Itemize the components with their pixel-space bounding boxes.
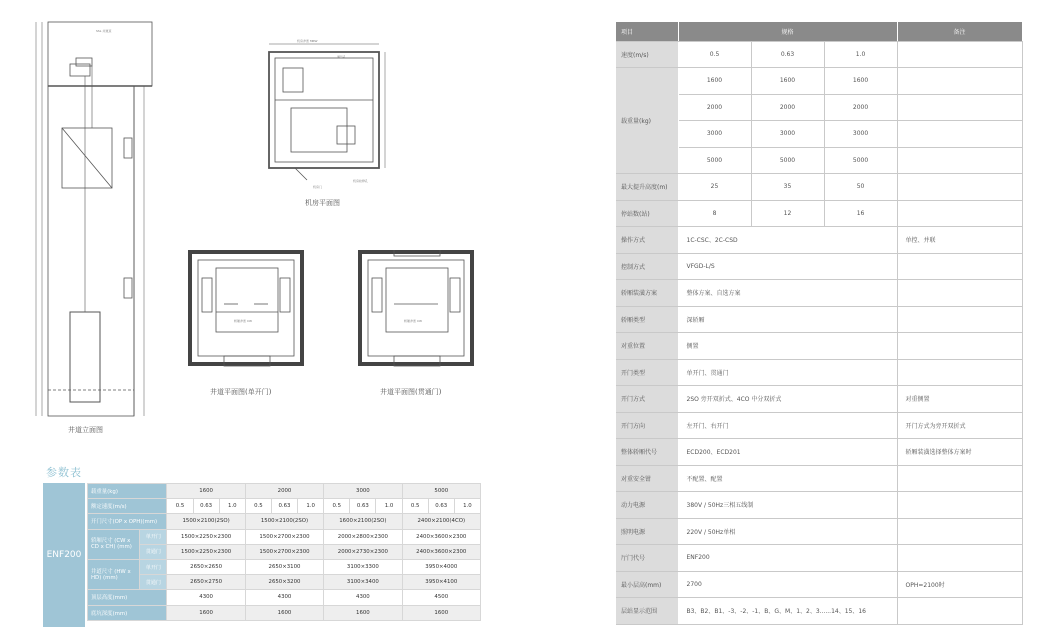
- params-cell: 1500×2700×2300: [245, 544, 323, 559]
- params-row-label: 额定速度(m/s): [88, 499, 167, 514]
- params-cell: 1600: [245, 605, 323, 620]
- spec-remark: [897, 492, 1022, 519]
- spec-header-item: 项目: [616, 22, 678, 42]
- params-cell: 1500×2700×2300: [245, 529, 323, 544]
- spec-value: 25: [678, 174, 751, 201]
- params-cell: 1.0: [454, 499, 480, 514]
- spec-value: 5000: [678, 147, 751, 174]
- spec-value: 50: [824, 174, 897, 201]
- spec-item: 对重安全钳: [616, 465, 678, 492]
- machine-room-caption: 机房平面图: [305, 199, 340, 207]
- params-cell: 1.0: [219, 499, 245, 514]
- params-row-label: 载重量(kg): [88, 484, 167, 499]
- spec-value: VFGD-L/S: [678, 253, 897, 280]
- elevation-caption: 井道立面图: [68, 426, 103, 434]
- spec-row: [616, 333, 1022, 360]
- params-cell: 0.5: [324, 499, 350, 514]
- params-row-label: 底坑深度(mm): [88, 605, 167, 620]
- single-door-plan: [188, 250, 306, 380]
- spec-row: [616, 518, 1022, 545]
- params-cell: 2400×3600×2300: [402, 529, 480, 544]
- spec-item: 对重位置: [616, 333, 678, 360]
- spec-item: 速度(m/s): [616, 42, 678, 68]
- spec-row: [616, 68, 1022, 95]
- spec-value: 深轿厢: [678, 306, 897, 333]
- spec-item: 开门方式: [616, 386, 678, 413]
- params-row: [88, 559, 481, 574]
- params-sub-label: 贯通门: [140, 544, 167, 559]
- svg-text:机房门: 机房门: [313, 185, 323, 189]
- params-cell: 1500×2100(2SO): [245, 514, 323, 529]
- spec-value: 1.0: [824, 42, 897, 68]
- params-cell: 2650×3100: [245, 559, 323, 574]
- machine-room-plan: [255, 38, 395, 193]
- spec-item: 轿厢类型: [616, 306, 678, 333]
- params-row: [88, 575, 481, 590]
- spec-remark: [897, 174, 1022, 201]
- spec-value: 2000: [824, 94, 897, 121]
- spec-remark: [897, 68, 1022, 95]
- params-row: [88, 514, 481, 529]
- svg-text:轿厢净宽 CW: 轿厢净宽 CW: [234, 319, 253, 323]
- params-sub-label: 贯通门: [140, 575, 167, 590]
- spec-remark: [897, 598, 1022, 625]
- spec-value: 0.63: [751, 42, 824, 68]
- spec-item: 最大提升高度(m): [616, 174, 678, 201]
- params-cell: 2000: [245, 484, 323, 499]
- spec-item: 控制方式: [616, 253, 678, 280]
- spec-row: [616, 227, 1022, 254]
- params-cell: 1.0: [298, 499, 324, 514]
- spec-remark: 单控、并联: [897, 227, 1022, 254]
- spec-item: 载重量(kg): [616, 68, 678, 174]
- spec-row: [616, 200, 1022, 227]
- params-cell: 2400×2100(4CO): [402, 514, 480, 529]
- params-cell: 2650×2750: [167, 575, 245, 590]
- spec-value: B3、B2、B1、-3、-2、-1、B、G、M、1、2、3......14、15、16: [678, 598, 897, 625]
- params-cell: 0.5: [402, 499, 428, 514]
- spec-row: [616, 280, 1022, 307]
- spec-row: [616, 439, 1022, 466]
- spec-value: 220V / 50Hz单相: [678, 518, 897, 545]
- spec-value: 380V / 50Hz三相五线制: [678, 492, 897, 519]
- spec-remark: 对重侧置: [897, 386, 1022, 413]
- params-cell: 1500×2250×2300: [167, 529, 245, 544]
- params-row: [88, 544, 481, 559]
- spec-row: [616, 359, 1022, 386]
- spec-value: 16: [824, 200, 897, 227]
- spec-item: 动力电源: [616, 492, 678, 519]
- params-cell: 2650×3200: [245, 575, 323, 590]
- params-model-cell: ENF200: [43, 483, 85, 627]
- spec-value: 0.5: [678, 42, 751, 68]
- spec-item: 厅门代号: [616, 545, 678, 572]
- params-table: [87, 483, 481, 621]
- spec-remark: [897, 306, 1022, 333]
- params-row: [88, 605, 481, 620]
- spec-value: 不配置、配置: [678, 465, 897, 492]
- spec-remark: [897, 94, 1022, 121]
- params-cell: 4300: [324, 590, 402, 605]
- through-door-caption: 井道平面图(贯通门): [380, 388, 442, 396]
- params-cell: 0.63: [271, 499, 297, 514]
- spec-row: [616, 492, 1022, 519]
- spec-remark: [897, 42, 1022, 68]
- spec-value: 整体方案、自选方案: [678, 280, 897, 307]
- spec-value: 3000: [678, 121, 751, 148]
- spec-value: 1600: [678, 68, 751, 95]
- params-cell: 0.63: [193, 499, 219, 514]
- spec-item: 层站显示范围: [616, 598, 678, 625]
- spec-value: 3000: [751, 121, 824, 148]
- spec-item: 最小层高(mm): [616, 571, 678, 598]
- spec-remark: [897, 253, 1022, 280]
- through-door-plan: [358, 250, 476, 382]
- params-cell: 1.0: [376, 499, 402, 514]
- params-title: 参数表: [46, 466, 82, 479]
- single-door-caption: 井道平面图(单开门): [210, 388, 272, 396]
- spec-value: 12: [751, 200, 824, 227]
- spec-remark: 轿厢装潢选择整体方案时: [897, 439, 1022, 466]
- spec-row: [616, 571, 1022, 598]
- params-row-label: 轿厢尺寸 (CW x CD x CH) (mm): [88, 529, 140, 559]
- spec-row: [616, 545, 1022, 572]
- params-row-label: 开门尺寸(OP x OPH)(mm): [88, 514, 167, 529]
- spec-value: ECD200、ECD201: [678, 439, 897, 466]
- spec-value: 左开门、右开门: [678, 412, 897, 439]
- spec-item: 照明电源: [616, 518, 678, 545]
- params-cell: 2000×2800×2300: [324, 529, 402, 544]
- spec-remark: [897, 518, 1022, 545]
- svg-text:通气孔: 通气孔: [337, 55, 347, 59]
- spec-row: [616, 598, 1022, 625]
- spec-row: [616, 42, 1022, 68]
- spec-value: 35: [751, 174, 824, 201]
- params-row-label: 顶层高度(mm): [88, 590, 167, 605]
- params-cell: 3950×4100: [402, 575, 480, 590]
- spec-row: [616, 306, 1022, 333]
- elevation-drawing: [30, 18, 160, 423]
- spec-row: [616, 465, 1022, 492]
- params-cell: 1600: [402, 605, 480, 620]
- spec-value: 8: [678, 200, 751, 227]
- spec-remark: [897, 333, 1022, 360]
- params-cell: 4300: [167, 590, 245, 605]
- params-row-label: 井道尺寸 (HW x HD) (mm): [88, 559, 140, 589]
- params-cell: 5000: [402, 484, 480, 499]
- params-cell: 3000: [324, 484, 402, 499]
- spec-item: 开门方向: [616, 412, 678, 439]
- spec-value: ENF200: [678, 545, 897, 572]
- params-cell: 1500×2250×2300: [167, 544, 245, 559]
- params-cell: 0.5: [245, 499, 271, 514]
- spec-table: [616, 22, 1023, 625]
- params-cell: 3950×4000: [402, 559, 480, 574]
- params-cell: 2000×2730×2300: [324, 544, 402, 559]
- spec-value: 1C-CSC、2C-CSD: [678, 227, 897, 254]
- params-cell: 3100×3300: [324, 559, 402, 574]
- svg-text:机房检修孔: 机房检修孔: [353, 179, 369, 183]
- params-cell: 1600: [324, 605, 402, 620]
- params-sub-label: 单开门: [140, 529, 167, 544]
- spec-header-remark: 备注: [897, 22, 1022, 42]
- spec-value: 5000: [824, 147, 897, 174]
- spec-value: 1600: [751, 68, 824, 95]
- spec-header-spec: 规格: [678, 22, 897, 42]
- svg-text:机房净宽 MRW: 机房净宽 MRW: [297, 39, 318, 43]
- params-row: [88, 529, 481, 544]
- params-table-block: [43, 483, 481, 627]
- params-cell: 0.5: [167, 499, 193, 514]
- spec-value: 2000: [751, 94, 824, 121]
- params-sub-label: 单开门: [140, 559, 167, 574]
- params-cell: 1600: [167, 605, 245, 620]
- params-cell: 3100×3400: [324, 575, 402, 590]
- params-cell: 1600: [167, 484, 245, 499]
- spec-value: 3000: [824, 121, 897, 148]
- spec-remark: [897, 121, 1022, 148]
- spec-item: 开门类型: [616, 359, 678, 386]
- params-row: [88, 590, 481, 605]
- params-row: [88, 484, 481, 499]
- params-cell: 4500: [402, 590, 480, 605]
- spec-remark: [897, 359, 1022, 386]
- spec-value: 1600: [824, 68, 897, 95]
- spec-remark: 开门方式为旁开双折式: [897, 412, 1022, 439]
- spec-remark: OPH=2100时: [897, 571, 1022, 598]
- spec-value: 侧置: [678, 333, 897, 360]
- svg-text:轿厢净宽 CW: 轿厢净宽 CW: [404, 319, 423, 323]
- params-cell: 2650×2650: [167, 559, 245, 574]
- spec-remark: [897, 545, 1022, 572]
- params-cell: 2400×3600×2300: [402, 544, 480, 559]
- spec-row: [616, 174, 1022, 201]
- params-row: [88, 499, 481, 514]
- spec-item: 操作方式: [616, 227, 678, 254]
- spec-item: 停站数(站): [616, 200, 678, 227]
- spec-row: [616, 386, 1022, 413]
- spec-header-row: [616, 22, 1022, 42]
- params-cell: 0.63: [350, 499, 376, 514]
- spec-remark: [897, 280, 1022, 307]
- spec-remark: [897, 147, 1022, 174]
- params-cell: 1600×2100(2SO): [324, 514, 402, 529]
- spec-value: 5000: [751, 147, 824, 174]
- spec-value: 2700: [678, 571, 897, 598]
- spec-row: [616, 253, 1022, 280]
- spec-row: [616, 412, 1022, 439]
- svg-text:SSL 井道顶: SSL 井道顶: [96, 29, 112, 33]
- spec-value: 2000: [678, 94, 751, 121]
- spec-value: 单开门、贯通门: [678, 359, 897, 386]
- spec-remark: [897, 465, 1022, 492]
- spec-value: 2SO 旁开双折式、4CO 中分双折式: [678, 386, 897, 413]
- params-cell: 0.63: [428, 499, 454, 514]
- spec-item: 整体轿厢代号: [616, 439, 678, 466]
- params-cell: 4300: [245, 590, 323, 605]
- params-cell: 1500×2100(2SO): [167, 514, 245, 529]
- spec-remark: [897, 200, 1022, 227]
- spec-item: 轿厢装潢方案: [616, 280, 678, 307]
